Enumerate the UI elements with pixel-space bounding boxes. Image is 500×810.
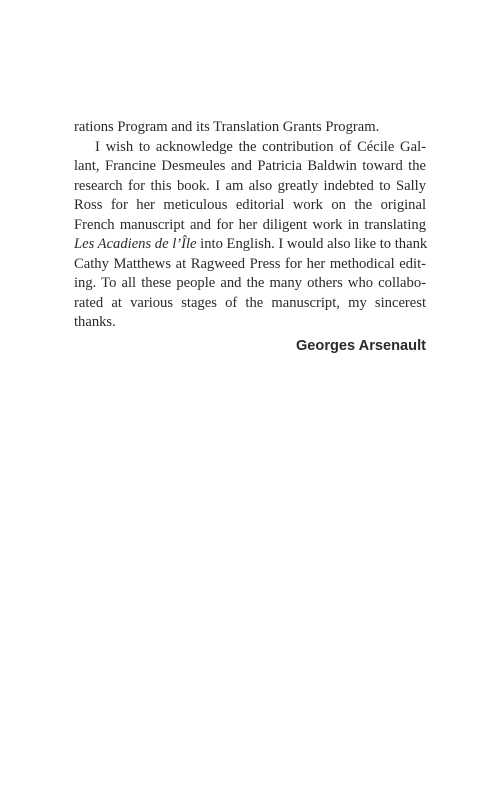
text-line: I wish to acknowledge the contribution of Cécile Gal- [95,138,426,155]
text-line-rest: into English. I would also like to thank [196,236,428,252]
text-line: thanks. [74,314,116,330]
text-line: lant, Francine Desmeules and Patricia Baldwin toward the [74,158,426,174]
text-line: French manuscript and for her diligent work in translating [74,216,426,233]
book-title: Les Acadiens de l’Île [74,236,197,252]
text-line: research for this book. I am also greatly indebted to Sally [74,177,426,194]
text-line: Ross for her meticulous editorial work on the original [74,197,426,213]
text-line: Cathy Matthews at Ragweed Press for her methodical edit- [74,255,426,272]
acknowledgements-text [74,118,426,356]
text-line: rated at various stages of the manuscript, my sincerest [74,294,426,311]
author-signature: Georges Arsenault [295,337,426,354]
text-line: rations Program and its Translation Grants Program. [74,119,380,135]
text-line: ing. To all these people and the many others who collabo- [74,275,426,291]
text-line [74,235,426,255]
